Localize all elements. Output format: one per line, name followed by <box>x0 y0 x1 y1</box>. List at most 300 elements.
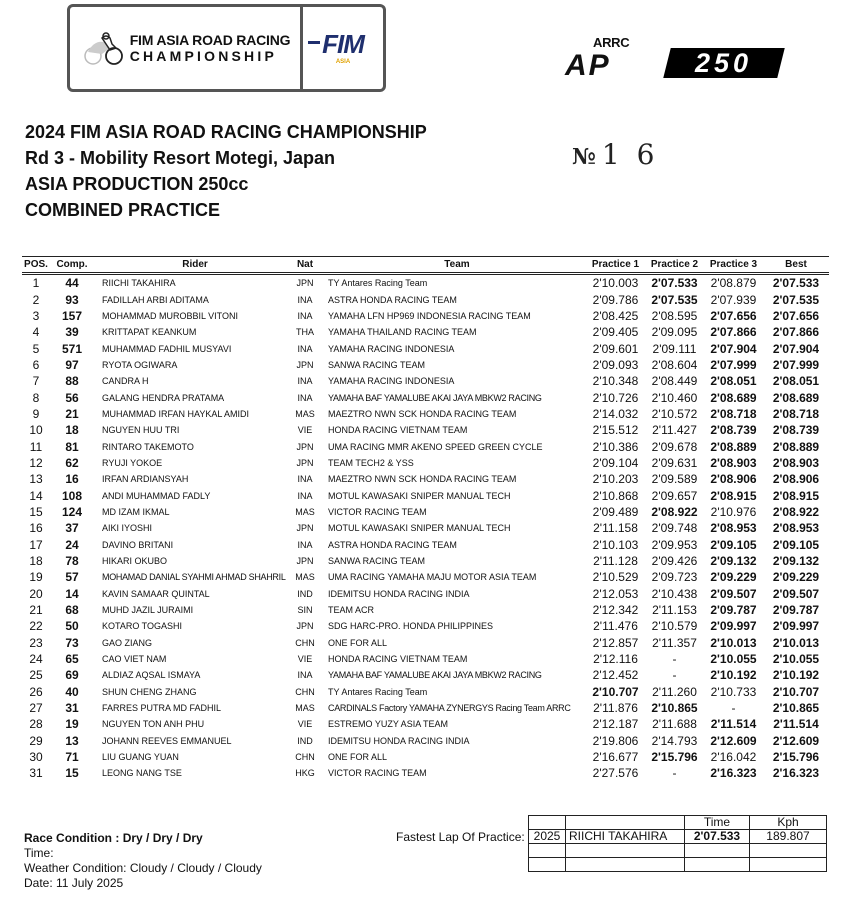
row-nationality: JPN <box>296 278 314 289</box>
row-practice-2-time: 2'11.688 <box>652 717 697 732</box>
row-team-name: YAMAHA BAF YAMALUBE AKAI JAYA MBKW2 RACING <box>328 670 542 681</box>
table-row <box>22 357 829 373</box>
row-competitor-number: 71 <box>65 750 79 765</box>
row-nationality: JPN <box>296 441 314 452</box>
session-name: COMBINED PRACTICE <box>25 200 221 220</box>
row-best-time: 2'12.609 <box>772 733 820 748</box>
row-nationality: INA <box>297 539 313 550</box>
row-rider-name: RIICHI TAKAHIRA <box>102 278 176 289</box>
row-nationality: VIE <box>297 425 313 436</box>
row-nationality: INA <box>297 294 313 305</box>
row-team-name: SANWA RACING TEAM <box>328 556 426 567</box>
championship-logo <box>70 7 303 89</box>
row-position: 16 <box>29 521 43 536</box>
table-row <box>22 274 829 292</box>
row-practice-2-time: 2'08.449 <box>651 374 698 389</box>
row-practice-2-time: 2'11.357 <box>652 635 697 650</box>
table-row <box>22 569 829 585</box>
header-practice-1: Practice 1 <box>586 257 645 274</box>
row-position: 14 <box>29 488 43 503</box>
row-best-time: 2'15.796 <box>772 750 820 765</box>
row-position: 4 <box>32 325 40 340</box>
row-position: 17 <box>29 537 43 552</box>
row-practice-1-time: 2'10.529 <box>592 570 639 585</box>
row-best-time: 2'07.904 <box>772 341 820 356</box>
row-nationality: JPN <box>296 359 314 370</box>
row-team-name: ESTREMO YUZY ASIA TEAM <box>328 719 449 730</box>
empty-cell <box>566 858 685 872</box>
row-nationality: JPN <box>296 621 314 632</box>
table-row <box>22 749 829 765</box>
row-practice-3-time: 2'16.042 <box>710 750 757 765</box>
number-value: 1 6 <box>601 138 659 171</box>
row-practice-3-time: 2'11.514 <box>710 717 757 732</box>
row-practice-3-time: 2'10.013 <box>710 635 757 650</box>
row-best-time: 2'07.999 <box>772 357 820 372</box>
row-best-time: 2'09.787 <box>772 603 820 618</box>
row-position: 7 <box>32 374 40 389</box>
table-row <box>22 471 829 487</box>
row-rider-name: ALDIAZ AQSAL ISMAYA <box>102 670 201 681</box>
row-practice-3-time: 2'09.787 <box>710 603 757 618</box>
empty-cell <box>685 844 750 858</box>
motorcycle-rider-icon <box>80 30 124 66</box>
row-practice-3-time: 2'10.733 <box>710 684 757 699</box>
row-practice-2-time: 2'09.111 <box>652 341 697 356</box>
row-rider-name: RYUJI YOKOE <box>102 457 163 468</box>
ap-text: AP <box>565 49 611 82</box>
row-best-time: 2'08.915 <box>772 488 820 503</box>
row-practice-3-time: 2'09.229 <box>710 570 757 585</box>
row-rider-name: MD IZAM IKMAL <box>102 506 170 517</box>
row-practice-2-time: 2'07.535 <box>651 292 698 307</box>
fastest-lap-empty-row <box>529 858 827 872</box>
row-practice-2-time: 2'09.953 <box>651 537 698 552</box>
row-practice-3-time: 2'12.609 <box>710 733 757 748</box>
row-rider-name: MUHAMMAD FADHIL MUSYAVI <box>102 343 232 354</box>
row-practice-2-time: 2'11.427 <box>652 423 697 438</box>
row-practice-1-time: 2'19.806 <box>592 733 639 748</box>
row-nationality: CHN <box>295 752 315 763</box>
ap250-number: 250 <box>695 48 753 78</box>
table-row <box>22 635 829 651</box>
row-position: 6 <box>32 357 40 372</box>
fastest-header-time: Time <box>685 816 750 830</box>
table-row <box>22 586 829 602</box>
row-rider-name: MUHAMMAD IRFAN HAYKAL AMIDI <box>102 408 250 419</box>
row-team-name: YAMAHA THAILAND RACING TEAM <box>328 327 477 338</box>
row-best-time: 2'10.055 <box>772 652 820 667</box>
row-best-time: 2'08.689 <box>772 390 820 405</box>
championship-logo-box <box>67 4 386 92</box>
row-practice-1-time: 2'10.203 <box>592 472 639 487</box>
row-position: 19 <box>29 570 43 585</box>
table-row <box>22 438 829 454</box>
row-competitor-number: 97 <box>65 357 79 372</box>
row-competitor-number: 14 <box>65 586 79 601</box>
row-practice-2-time: 2'10.438 <box>651 586 698 601</box>
table-row <box>22 716 829 732</box>
row-position: 31 <box>29 766 43 781</box>
row-practice-1-time: 2'08.425 <box>592 308 639 323</box>
row-team-name: ASTRA HONDA RACING TEAM <box>328 539 457 550</box>
row-practice-3-time: - <box>731 701 736 716</box>
row-practice-1-time: 2'10.868 <box>592 488 639 503</box>
weather-condition: Weather Condition: Cloudy / Cloudy / Cloudy <box>24 861 262 875</box>
results-body <box>22 274 829 782</box>
fastest-lap-empty-row <box>529 844 827 858</box>
row-practice-3-time: 2'07.656 <box>710 308 757 323</box>
race-condition-label: Race Condition : <box>24 831 120 845</box>
row-best-time: 2'08.953 <box>772 521 820 536</box>
row-nationality: VIE <box>297 654 313 665</box>
row-rider-name: NGUYEN HUU TRI <box>102 425 180 436</box>
row-practice-3-time: 2'07.904 <box>710 341 757 356</box>
row-competitor-number: 31 <box>65 701 79 716</box>
table-row <box>22 700 829 716</box>
row-competitor-number: 56 <box>65 390 79 405</box>
table-row <box>22 618 829 634</box>
row-best-time: 2'09.132 <box>772 554 820 569</box>
row-team-name: UMA RACING MMR AKENO SPEED GREEN CYCLE <box>328 441 543 452</box>
row-practice-2-time: 2'10.460 <box>651 390 698 405</box>
results-table <box>22 256 829 782</box>
row-nationality: INA <box>297 376 313 387</box>
row-nationality: INA <box>297 490 313 501</box>
row-position: 9 <box>32 406 40 421</box>
row-position: 24 <box>29 652 43 667</box>
row-best-time: 2'09.507 <box>772 586 820 601</box>
row-practice-2-time: 2'09.657 <box>651 488 698 503</box>
row-team-name: MOTUL KAWASAKI SNIPER MANUAL TECH <box>328 490 511 501</box>
row-practice-3-time: 2'08.879 <box>710 276 757 291</box>
fastest-header-empty <box>566 816 685 830</box>
row-practice-2-time: 2'09.748 <box>651 521 698 536</box>
row-best-time: 2'09.229 <box>772 570 820 585</box>
row-competitor-number: 69 <box>65 668 79 683</box>
row-practice-3-time: 2'07.866 <box>710 325 757 340</box>
row-rider-name: ANDI MUHAMMAD FADLY <box>102 490 211 501</box>
row-rider-name: CAO VIET NAM <box>102 654 167 665</box>
row-competitor-number: 18 <box>65 423 79 438</box>
row-rider-name: LIU GUANG YUAN <box>102 752 179 763</box>
row-rider-name: CANDRA H <box>102 376 149 387</box>
row-practice-1-time: 2'12.452 <box>592 668 639 683</box>
row-practice-1-time: 2'14.032 <box>592 406 639 421</box>
row-rider-name: FADILLAH ARBI ADITAMA <box>102 294 209 305</box>
row-practice-1-time: 2'16.677 <box>592 750 639 765</box>
row-best-time: 2'10.192 <box>772 668 820 683</box>
row-practice-1-time: 2'09.093 <box>592 357 639 372</box>
row-competitor-number: 16 <box>65 472 79 487</box>
row-practice-2-time: 2'08.595 <box>651 308 698 323</box>
row-competitor-number: 13 <box>65 733 79 748</box>
row-best-time: 2'07.533 <box>772 276 820 291</box>
table-row <box>22 602 829 618</box>
row-practice-1-time: 2'10.103 <box>592 537 639 552</box>
row-position: 10 <box>29 423 43 438</box>
row-best-time: 2'07.656 <box>772 308 820 323</box>
row-practice-3-time: 2'09.105 <box>710 537 757 552</box>
row-practice-1-time: 2'09.601 <box>592 341 639 356</box>
table-row <box>22 733 829 749</box>
row-team-name: CARDINALS Factory YAMAHA ZYNERGYS Racing Team ARRC <box>328 703 571 714</box>
table-row <box>22 422 829 438</box>
row-position: 27 <box>29 701 43 716</box>
table-row <box>22 406 829 422</box>
row-competitor-number: 24 <box>65 537 79 552</box>
row-practice-2-time: 2'15.796 <box>651 750 698 765</box>
header-comp: Comp. <box>50 257 94 274</box>
empty-cell <box>750 844 827 858</box>
row-competitor-number: 78 <box>65 554 79 569</box>
row-practice-3-time: 2'08.718 <box>710 406 757 421</box>
row-practice-2-time: - <box>672 652 677 667</box>
row-rider-name: GALANG HENDRA PRATAMA <box>102 392 225 403</box>
row-nationality: MAS <box>295 572 315 583</box>
fim-logo-text: FIM <box>322 29 364 59</box>
row-position: 5 <box>32 341 40 356</box>
race-condition <box>24 831 262 846</box>
row-position: 13 <box>29 472 43 487</box>
row-nationality: IND <box>297 588 313 599</box>
row-practice-1-time: 2'27.576 <box>592 766 639 781</box>
session-conditions <box>24 831 262 891</box>
row-team-name: IDEMITSU HONDA RACING INDIA <box>328 588 470 599</box>
table-row <box>22 553 829 569</box>
empty-cell <box>685 858 750 872</box>
row-practice-1-time: 2'10.348 <box>592 374 639 389</box>
row-nationality: IND <box>297 735 313 746</box>
empty-cell <box>529 844 566 858</box>
row-practice-2-time: 2'09.678 <box>651 439 698 454</box>
row-position: 26 <box>29 684 43 699</box>
row-rider-name: FARRES PUTRA MD FADHIL <box>102 703 222 714</box>
row-competitor-number: 50 <box>65 619 79 634</box>
row-practice-3-time: 2'07.939 <box>710 292 757 307</box>
row-practice-2-time: 2'07.533 <box>651 276 698 291</box>
row-rider-name: KOTARO TOGASHI <box>102 621 183 632</box>
row-practice-3-time: 2'08.889 <box>710 439 757 454</box>
row-rider-name: IRFAN ARDIANSYAH <box>102 474 189 485</box>
results-header-row <box>22 257 829 274</box>
fastest-lap-year: 2025 <box>529 830 566 844</box>
row-practice-1-time: 2'12.342 <box>592 603 639 618</box>
row-nationality: INA <box>297 474 313 485</box>
row-nationality: JPN <box>296 457 314 468</box>
header-practice-3: Practice 3 <box>704 257 763 274</box>
row-nationality: INA <box>297 343 313 354</box>
row-nationality: MAS <box>295 506 315 517</box>
fastest-header-empty <box>529 816 566 830</box>
row-position: 20 <box>29 586 43 601</box>
logo-title-line1: FIM ASIA ROAD RACING <box>129 32 291 48</box>
row-best-time: 2'10.707 <box>772 684 820 699</box>
row-practice-2-time: 2'09.631 <box>651 455 698 470</box>
row-position: 22 <box>29 619 43 634</box>
row-practice-2-time: 2'08.922 <box>651 504 698 519</box>
row-practice-1-time: 2'09.405 <box>592 325 639 340</box>
row-team-name: YAMAHA LFN HP969 INDONESIA RACING TEAM <box>328 310 531 321</box>
row-competitor-number: 62 <box>65 455 79 470</box>
fim-asia-logo <box>303 7 383 89</box>
row-team-name: SDG HARC-PRO. HONDA PHILIPPINES <box>328 621 494 632</box>
row-practice-2-time: 2'10.572 <box>651 406 698 421</box>
row-team-name: TEAM TECH2 & YSS <box>328 457 414 468</box>
table-row <box>22 520 829 536</box>
ap250-badge <box>663 48 784 78</box>
row-nationality: SIN <box>297 605 313 616</box>
row-practice-1-time: 2'12.116 <box>593 652 638 667</box>
table-row <box>22 324 829 340</box>
row-competitor-number: 68 <box>65 603 79 618</box>
row-competitor-number: 81 <box>65 439 79 454</box>
row-competitor-number: 40 <box>65 684 79 699</box>
header-best: Best <box>763 257 829 274</box>
table-row <box>22 651 829 667</box>
row-best-time: 2'08.889 <box>772 439 820 454</box>
row-position: 2 <box>32 292 40 307</box>
row-competitor-number: 108 <box>61 488 83 503</box>
row-nationality: HKG <box>295 768 315 779</box>
row-position: 12 <box>29 455 43 470</box>
table-row <box>22 537 829 553</box>
row-competitor-number: 44 <box>65 276 79 291</box>
row-practice-2-time: - <box>672 668 677 683</box>
row-team-name: TY Antares Racing Team <box>328 278 428 289</box>
table-row <box>22 684 829 700</box>
row-best-time: 2'08.906 <box>772 472 820 487</box>
row-practice-3-time: 2'08.903 <box>710 455 757 470</box>
row-best-time: 2'07.535 <box>772 292 820 307</box>
row-practice-1-time: 2'12.187 <box>592 717 639 732</box>
row-practice-1-time: 2'11.128 <box>593 554 638 569</box>
row-competitor-number: 65 <box>65 652 79 667</box>
document-title <box>25 119 427 223</box>
row-team-name: ONE FOR ALL <box>328 637 388 648</box>
row-practice-1-time: 2'12.857 <box>592 635 639 650</box>
row-position: 30 <box>29 750 43 765</box>
row-competitor-number: 88 <box>65 374 79 389</box>
row-practice-1-time: 2'11.158 <box>593 521 638 536</box>
table-row <box>22 291 829 307</box>
round-venue: Rd 3 - Mobility Resort Motegi, Japan <box>25 148 336 168</box>
row-rider-name: AIKI IYOSHI <box>102 523 153 534</box>
fastest-lap-table <box>528 815 827 872</box>
row-practice-2-time: 2'09.589 <box>651 472 698 487</box>
row-practice-2-time: - <box>672 766 677 781</box>
row-rider-name: MOHAMMAD MUROBBIL VITONI <box>102 310 239 321</box>
row-competitor-number: 73 <box>65 635 79 650</box>
row-team-name: IDEMITSU HONDA RACING INDIA <box>328 735 470 746</box>
header-team: Team <box>322 257 586 274</box>
row-practice-1-time: 2'10.003 <box>592 276 639 291</box>
row-practice-2-time: 2'09.426 <box>651 554 698 569</box>
row-team-name: ASTRA HONDA RACING TEAM <box>328 294 457 305</box>
row-practice-3-time: 2'09.997 <box>710 619 757 634</box>
row-team-name: ONE FOR ALL <box>328 752 388 763</box>
row-practice-1-time: 2'09.489 <box>592 504 639 519</box>
row-competitor-number: 57 <box>65 570 79 585</box>
table-row <box>22 765 829 781</box>
row-team-name: YAMAHA BAF YAMALUBE AKAI JAYA MBKW2 RACING <box>328 392 542 403</box>
row-competitor-number: 21 <box>65 406 79 421</box>
row-position: 15 <box>29 504 43 519</box>
header-rider: Rider <box>94 257 288 274</box>
row-practice-3-time: 2'08.739 <box>710 423 757 438</box>
empty-cell <box>529 858 566 872</box>
row-rider-name: DAVINO BRITANI <box>102 539 174 550</box>
row-position: 3 <box>32 308 40 323</box>
row-nationality: CHN <box>295 686 315 697</box>
row-nationality: THA <box>296 327 314 338</box>
row-competitor-number: 124 <box>61 504 83 519</box>
row-nationality: MAS <box>295 408 315 419</box>
table-row <box>22 667 829 683</box>
row-practice-3-time: 2'08.689 <box>710 390 757 405</box>
table-row <box>22 455 829 471</box>
row-rider-name: SHUN CHENG ZHANG <box>102 686 197 697</box>
row-rider-name: JOHANN REEVES EMMANUEL <box>102 735 232 746</box>
row-team-name: VICTOR RACING TEAM <box>328 506 427 517</box>
row-team-name: HONDA RACING VIETNAM TEAM <box>328 654 468 665</box>
row-nationality: MAS <box>295 703 315 714</box>
class-name: ASIA PRODUCTION 250cc <box>25 174 249 194</box>
row-practice-1-time: 2'15.512 <box>592 423 639 438</box>
empty-cell <box>750 858 827 872</box>
header-practice-2: Practice 2 <box>645 257 704 274</box>
row-best-time: 2'10.865 <box>772 701 820 716</box>
row-practice-3-time: 2'09.507 <box>710 586 757 601</box>
row-best-time: 2'07.866 <box>772 325 820 340</box>
row-practice-1-time: 2'10.707 <box>592 684 639 699</box>
fastest-lap-rider: RIICHI TAKAHIRA <box>566 830 685 844</box>
header-nat: Nat <box>288 257 322 274</box>
row-rider-name: RYOTA OGIWARA <box>102 359 178 370</box>
row-team-name: YAMAHA RACING INDONESIA <box>328 376 455 387</box>
row-position: 8 <box>32 390 40 405</box>
fastest-header-kph: Kph <box>750 816 827 830</box>
session-date: Date: 11 July 2025 <box>24 876 124 890</box>
row-team-name: UMA RACING YAMAHA MAJU MOTOR ASIA TEAM <box>328 572 537 583</box>
row-team-name: TY Antares Racing Team <box>328 686 428 697</box>
header-pos: POS. <box>22 257 50 274</box>
time-label: Time: <box>24 846 54 860</box>
row-practice-3-time: 2'10.976 <box>710 504 757 519</box>
row-nationality: JPN <box>296 556 314 567</box>
row-competitor-number: 19 <box>65 717 79 732</box>
row-rider-name: NGUYEN TON ANH PHU <box>102 719 205 730</box>
arrc-text: ARRC <box>593 35 630 50</box>
row-practice-1-time: 2'10.386 <box>592 439 639 454</box>
row-practice-3-time: 2'09.132 <box>710 554 757 569</box>
row-rider-name: GAO ZIANG <box>102 637 153 648</box>
row-practice-1-time: 2'09.104 <box>592 455 639 470</box>
row-practice-3-time: 2'08.051 <box>710 374 757 389</box>
document-number <box>572 138 658 171</box>
fastest-lap-time: 2'07.533 <box>685 830 750 844</box>
row-practice-2-time: 2'09.095 <box>651 325 698 340</box>
row-best-time: 2'09.997 <box>772 619 820 634</box>
row-best-time: 2'08.739 <box>772 423 820 438</box>
row-competitor-number: 15 <box>65 766 79 781</box>
row-position: 28 <box>29 717 43 732</box>
row-practice-3-time: 2'08.915 <box>710 488 757 503</box>
row-rider-name: LEONG NANG TSE <box>102 768 182 779</box>
row-team-name: TEAM ACR <box>328 605 375 616</box>
row-best-time: 2'08.718 <box>772 406 820 421</box>
row-practice-1-time: 2'10.726 <box>592 390 639 405</box>
